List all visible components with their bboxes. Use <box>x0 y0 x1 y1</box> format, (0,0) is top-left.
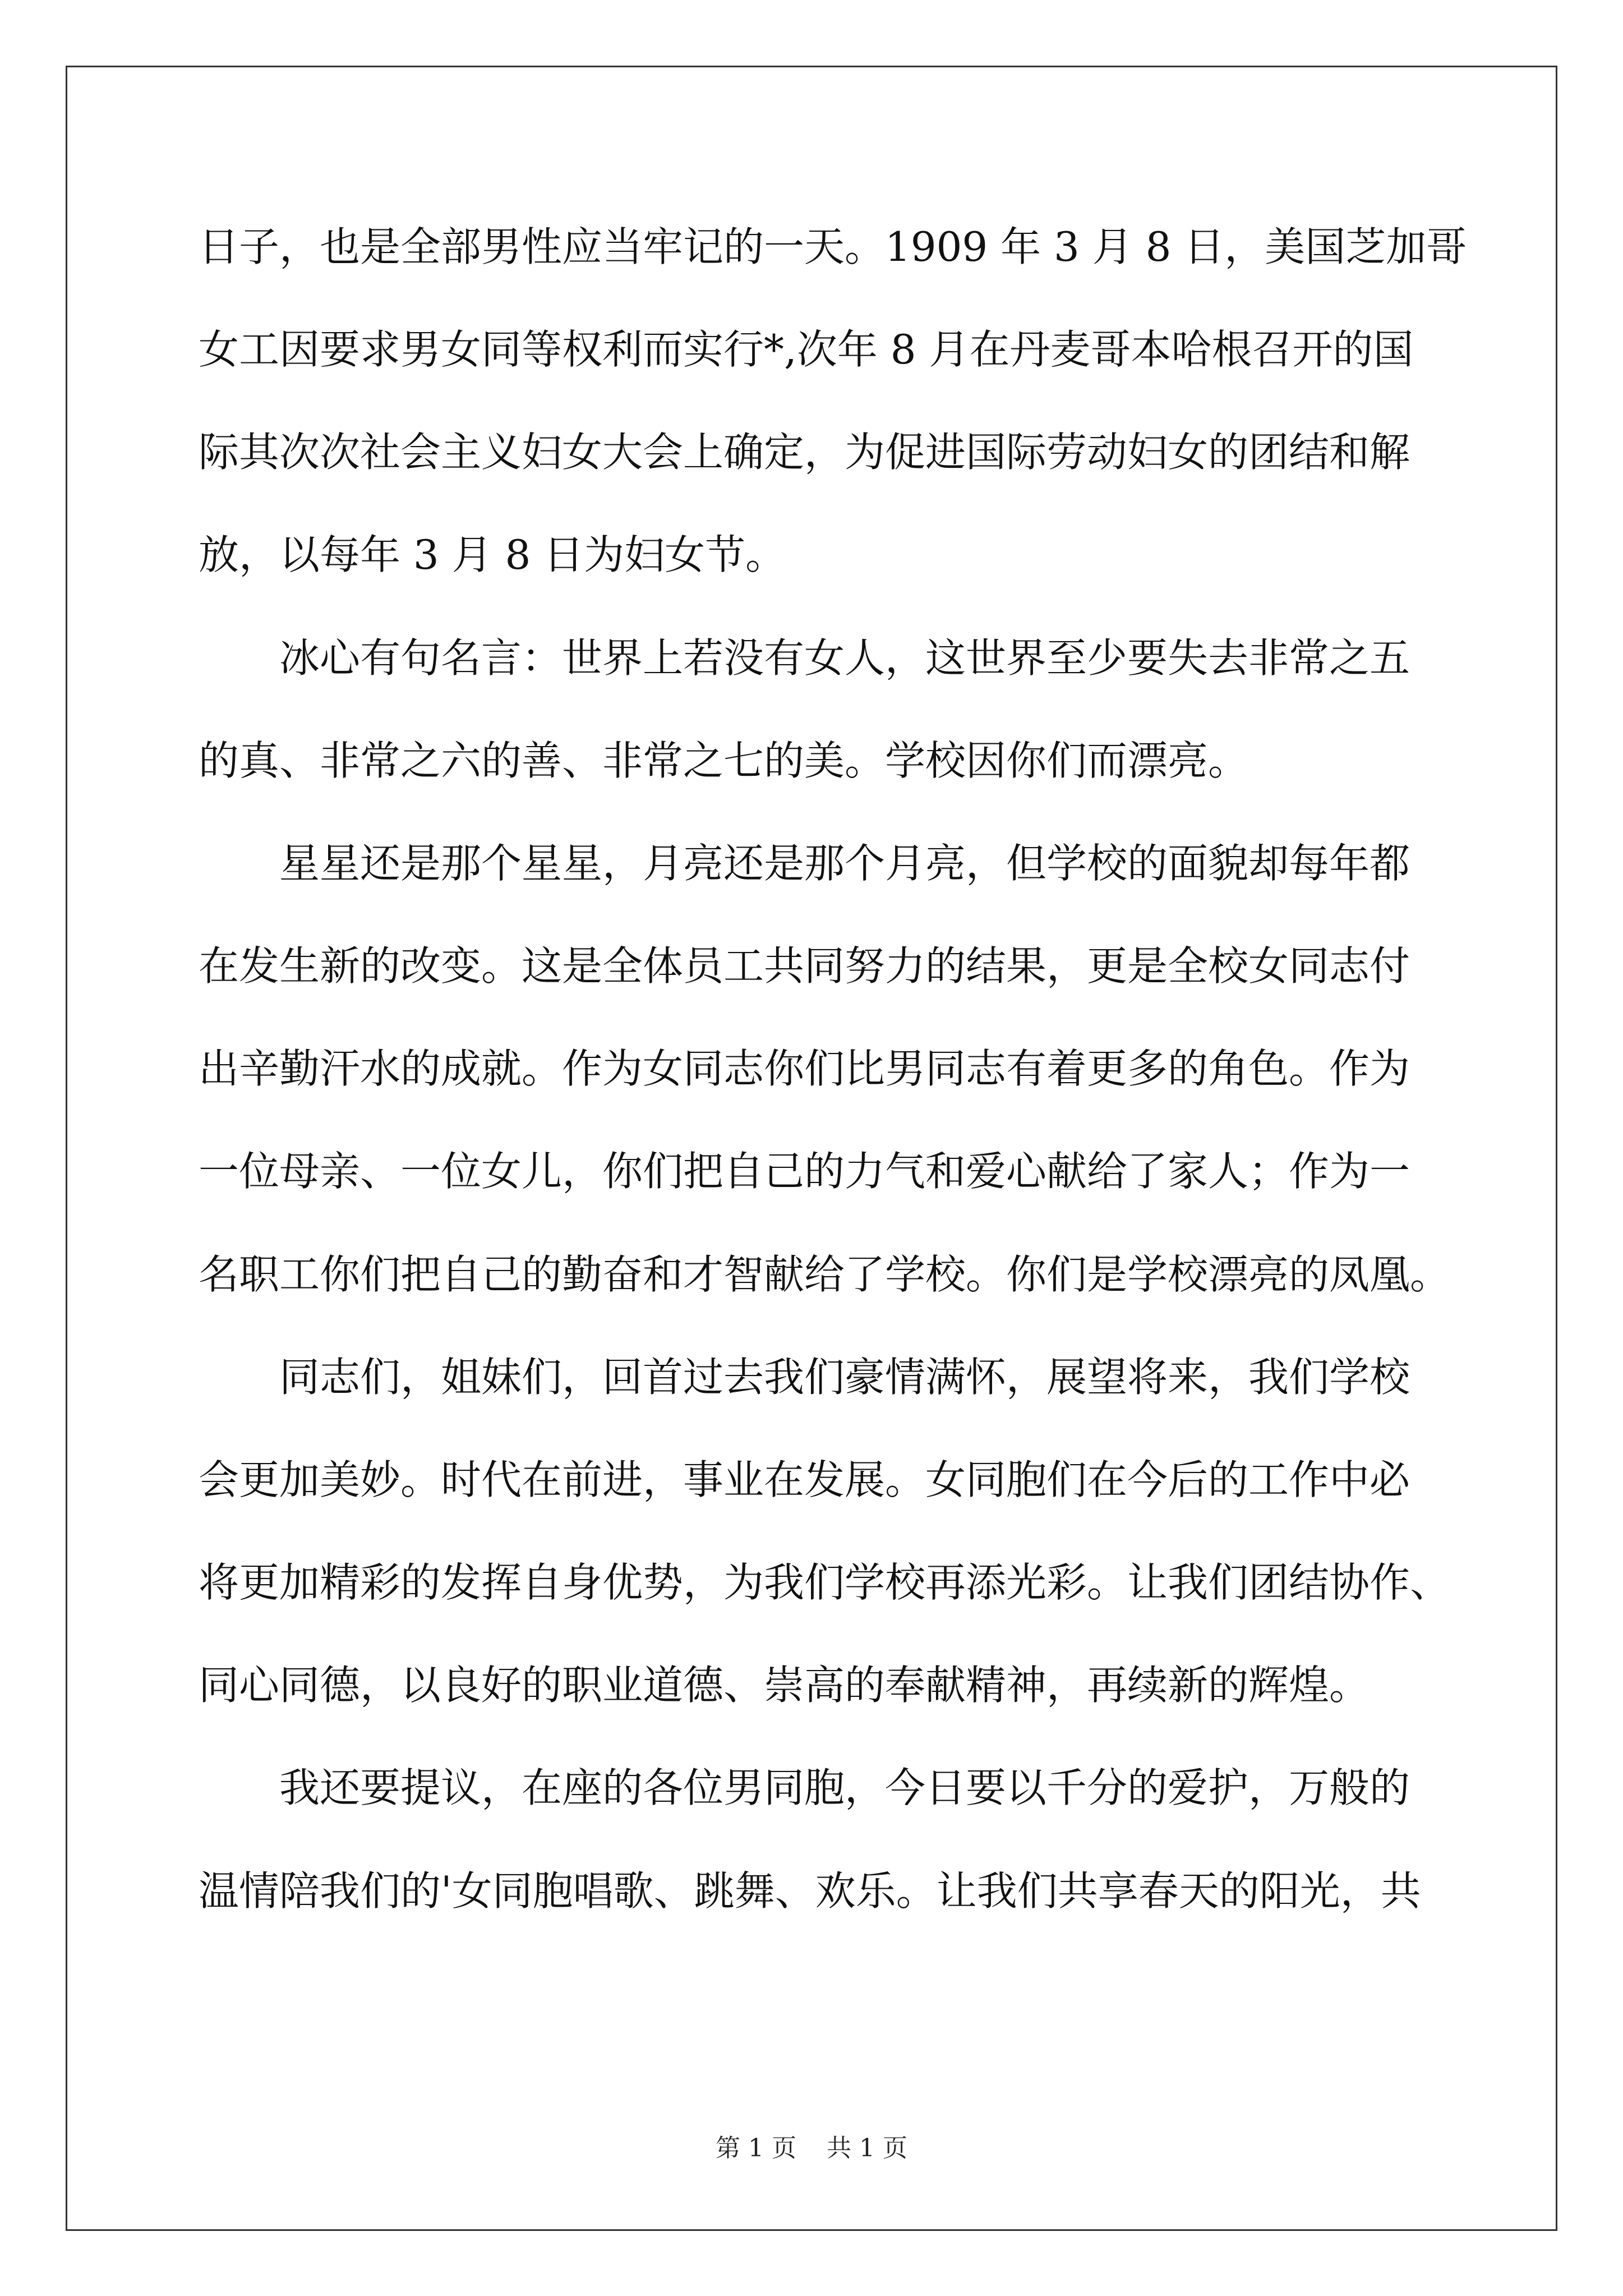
text-line: 一位母亲、一位女儿，你们把自己的力气和爱心献给了家人；作为一 <box>199 1148 1410 1195</box>
page-number-total: 共 1 页 <box>827 2134 907 2162</box>
text-line: 将更加精彩的发挥自身优势，为我们学校再添光彩。让我们团结协作、 <box>199 1559 1451 1606</box>
text-line: 女工因要求男女同等权利而实行*,次年 8 月在丹麦哥本哈根召开的国 <box>199 326 1414 373</box>
text-line: 会更加美妙。时代在前进，事业在发展。女同胞们在今后的工作中必 <box>199 1456 1410 1503</box>
text-line: 同心同德，以良好的职业道德、崇高的奉献精神，再续新的辉煌。 <box>199 1662 1370 1709</box>
paragraph-first-line: 冰心有句名言：世界上若没有女人，这世界至少要失去非常之五 <box>279 634 1410 682</box>
page-number-current: 第 1 页 <box>716 2134 796 2162</box>
text-line: 在发生新的改变。这是全体员工共同努力的结果，更是全校女同志付 <box>199 942 1410 990</box>
page-footer <box>0 2132 1623 2165</box>
text-line: 名职工你们把自己的勤奋和才智献给了学校。你们是学校漂亮的凤凰。 <box>199 1251 1451 1298</box>
paragraph-first-line: 星星还是那个星星，月亮还是那个月亮，但学校的面貌却每年都 <box>279 840 1410 887</box>
text-line: 温情陪我们的'女同胞唱歌、跳舞、欢乐。让我们共享春天的阳光，共 <box>199 1867 1421 1915</box>
paragraph-first-line: 我还要提议，在座的各位男同胞，今日要以千分的爱护，万般的 <box>279 1764 1410 1811</box>
text-line: 放，以每年 3 月 8 日为妇女节。 <box>199 531 786 578</box>
paragraph-first-line: 同志们，姐妹们，回首过去我们豪情满怀，展望将来，我们学校 <box>279 1354 1410 1401</box>
text-line: 日子，也是全部男性应当牢记的一天。1909 年 3 月 8 日，美国芝加哥 <box>199 223 1467 270</box>
text-line: 的真、非常之六的善、非常之七的美。学校因你们而漂亮。 <box>199 737 1249 784</box>
text-line: 际其次次社会主义妇女大会上确定，为促进国际劳动妇女的团结和解 <box>199 429 1410 476</box>
text-line: 出辛勤汗水的成就。作为女同志你们比男同志有着更多的角色。作为 <box>199 1045 1410 1092</box>
